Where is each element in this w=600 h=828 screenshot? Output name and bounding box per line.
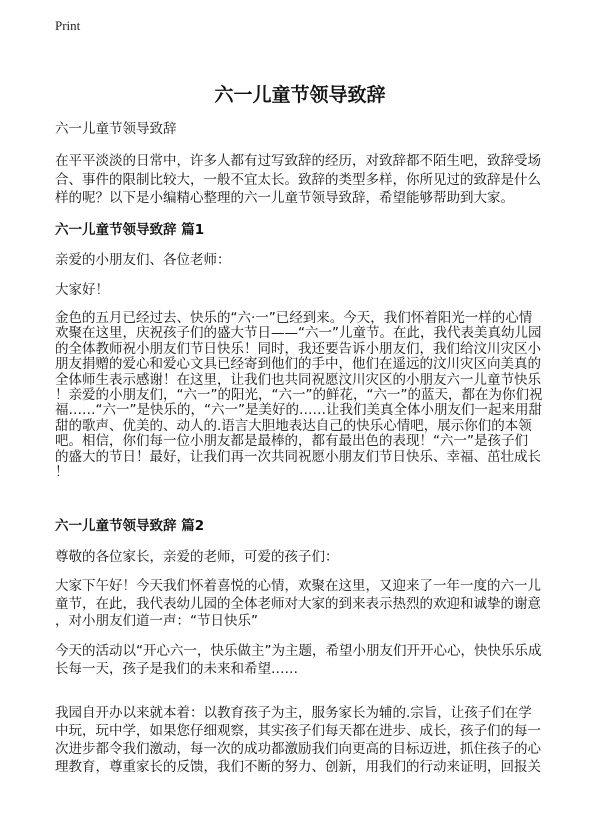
text-line: 次进步都令我们激动，每一次的成功都激励我们向更高的目标迈进，抓住孩子的心 <box>55 741 541 757</box>
text-line: 福……“六一”是快乐的，“六一”是美好的……让我们美真全体小朋友们一起来用甜 <box>55 402 542 419</box>
paragraph <box>55 251 555 269</box>
paragraph <box>55 311 555 480</box>
paragraph <box>55 578 555 631</box>
text-line: 样的呢？以下是小编精心整理的六一儿童节领导致辞，希望能够帮助到大家。 <box>55 190 514 206</box>
text-line: ！亲爱的小朋友们，“六一”的阳光，“六一”的鲜花，“六一”的蓝天，都在为你们祝 <box>55 387 543 404</box>
page-title: 六一儿童节领导致辞 <box>214 84 386 106</box>
text-line: 欢聚在这里，庆祝孩子们的盛大节日——“六一”儿童节。在此，我代表美真幼儿园 <box>55 325 542 342</box>
text-line: 吧。相信，你们每一位小朋友都是最棒的，都有最出色的表现！“六一”是孩子们 <box>55 433 528 450</box>
text-line: ，对小朋友们道一声：“节日快乐” <box>55 613 258 629</box>
paragraph <box>55 643 555 678</box>
text-line: 我园自开办以来就本着：以教育孩子为主，服务家长为辅的.宗旨，让孩子们在学 <box>55 705 532 721</box>
text-line: 长每一天，孩子是我们的未来和希望…… <box>55 660 298 677</box>
text-line: 六一儿童节领导致辞 篇2 <box>55 518 205 534</box>
text-line: 全体师生表示感谢！在这里，让我们也共同祝愿汶川灾区的小朋友六一儿童节快乐 <box>55 371 541 388</box>
text-line: 今天的活动以“开心六一，快乐做主”为主题，希望小朋友们开开心心，快快乐乐成 <box>55 643 542 659</box>
text-line: 甜的歌声、优美的、动人的.语言大胆地表达自己的快乐心情吧，展示你们的本领 <box>55 417 532 434</box>
text-line: 的全体教师祝小朋友们节日快乐！同时，我还要告诉小朋友们，我们给汶川灾区小 <box>55 340 541 357</box>
text-line: 童节，在此，我代表幼儿园的全体老师对大家的到来表示热烈的欢迎和诚挚的谢意 <box>55 595 541 612</box>
text-line: 亲爱的小朋友们、各位老师： <box>55 252 231 268</box>
text-line: 尊敬的各位家长，亲爱的老师，可爱的孩子们： <box>55 549 339 565</box>
text-line: 大家下午好！今天我们怀着喜悦的心情，欢聚在这里，又迎来了一年一度的六一儿 <box>55 578 541 594</box>
text-line: 金色的五月已经过去、快乐的“六·一”已经到来。今天，我们怀着阳光一样的心情 <box>55 310 533 326</box>
section-heading <box>55 517 555 535</box>
text-line: 中玩，玩中学，如果您仔细观察，其实孩子们每天都在进步、成长，孩子们的每一 <box>55 723 541 739</box>
paragraph <box>55 120 555 138</box>
text-line: 六一儿童节领导致辞 篇1 <box>55 222 205 238</box>
paragraph <box>55 704 555 776</box>
text-line: 朋友捐赠的爱心和爱心文具已经寄到他们的手中，他们在遥远的汶川灾区向美真的 <box>55 356 541 373</box>
paragraph <box>55 152 555 208</box>
text-line: ！ <box>55 464 69 481</box>
text-line: 合、事件的限制比较大，一般不宜太长。致辞的类型多样，你所见过的致辞是什么 <box>55 171 541 188</box>
text-line: 六一儿童节领导致辞 <box>55 121 177 137</box>
section-heading <box>55 221 555 239</box>
text-line: 的盛大的节日！最好，让我们再一次共同祝愿小朋友们节日快乐、幸福、茁壮成长 <box>55 448 541 465</box>
print-link[interactable]: Print <box>55 18 81 33</box>
text-line: 理教育，尊重家长的反馈，我们不断的努力、创新，用我们的行动来证明，回报关 <box>55 759 541 775</box>
paragraph <box>55 281 555 299</box>
text-line: 在平平淡淡的日常中，许多人都有过写致辞的经历，对致辞都不陌生吧，致辞受场 <box>55 153 541 169</box>
text-line: 大家好！ <box>55 282 109 298</box>
paragraph <box>55 548 555 566</box>
